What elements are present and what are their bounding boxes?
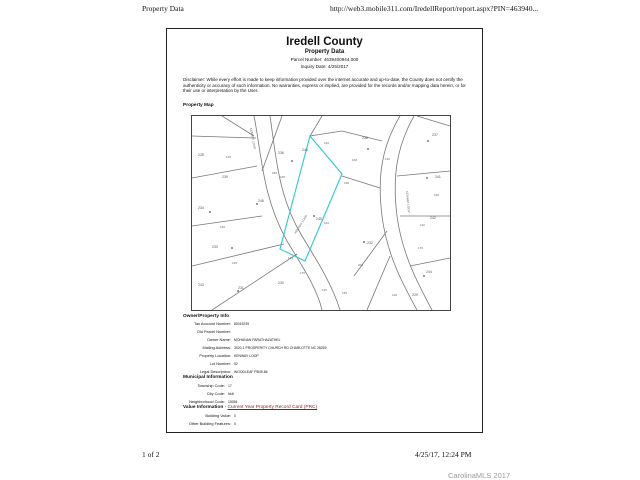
print-timestamp: 4/25/17, 12:24 PM	[415, 450, 472, 459]
road-edge	[254, 116, 322, 310]
value-link-separator: -	[223, 405, 228, 410]
dimension-label: 155	[342, 291, 348, 295]
property-map-heading: Property Map	[183, 103, 214, 108]
value-info-row	[183, 405, 317, 410]
lot-number: 229	[412, 293, 418, 297]
dimension-label: 190	[344, 181, 350, 185]
property-report	[166, 28, 483, 433]
value-info-heading: Value Information	[183, 405, 224, 410]
lot-number: 237	[432, 133, 438, 137]
field-building-value: Building Value: 0	[205, 413, 236, 418]
report-subtitle: Property Data	[304, 49, 345, 55]
mls-watermark: CarolinaMLS 2017	[448, 471, 511, 480]
road-label: KENWAY LOOP	[405, 190, 411, 213]
lot-number: 242	[430, 216, 436, 220]
municipal-info-heading: Municipal Information	[183, 375, 233, 380]
lot-number: 244	[426, 270, 432, 274]
lot-number: 245	[316, 217, 322, 221]
browser-page-title: Property Data	[142, 4, 184, 13]
dimension-label: 110	[420, 223, 425, 227]
lot-number: 234	[198, 206, 204, 210]
field-city-code: City Code: Null	[206, 391, 234, 396]
field-legal-description: Legal Description: WOODLEAF PB49-86	[199, 369, 268, 374]
owner-info-heading: Owner/Property Info	[183, 314, 230, 319]
dimension-label: 125	[288, 256, 294, 260]
lot-number: 230	[278, 281, 284, 285]
road-label: KENWAY LOOP	[293, 213, 309, 235]
field-property-location: Property Location: KENWAY LOOP	[199, 353, 259, 358]
dimension-label: 162	[324, 221, 330, 225]
lot-number: 228	[198, 153, 204, 157]
dimension-label: 120	[220, 225, 226, 229]
dimension-label: 140	[324, 141, 330, 145]
lot-number: 231	[238, 286, 244, 290]
dimension-label: 160	[434, 193, 440, 197]
dimension-label: 180	[272, 171, 278, 175]
lot-number: 238	[362, 136, 368, 140]
road-edge	[395, 116, 432, 310]
lot-number: 232	[367, 241, 373, 245]
field-township-code: Township Code: 17	[197, 383, 232, 388]
dimension-label: 160	[352, 158, 358, 162]
prc-link[interactable]: Current Year Property Record Card (PRC)	[227, 405, 318, 410]
dimension-label: 165	[280, 175, 286, 179]
dimension-label: 200	[358, 263, 364, 267]
lot-number: 243	[198, 283, 204, 287]
dimension-label: 135	[232, 261, 238, 265]
road-edge	[380, 116, 417, 310]
page-count: 1 of 2	[142, 450, 160, 459]
lot-number: 240	[302, 148, 308, 152]
field-old-parcel: Old Parcel Number:	[196, 329, 231, 334]
field-lot-number: Lot Number: 52	[209, 361, 238, 366]
dimension-label: 170	[418, 246, 424, 250]
parcel-number: Parcel Number: 4639400944.000	[290, 57, 359, 62]
property-map	[191, 115, 451, 311]
lot-number: 236	[278, 151, 284, 155]
lot-number: 233	[212, 245, 218, 249]
dimension-label: 125	[226, 155, 232, 159]
inquiry-date: Inquiry Date: 4/25/2017	[300, 64, 349, 69]
dimension-label: 175	[300, 271, 306, 275]
field-other-building-features: Other Building Features: 0	[188, 421, 236, 426]
field-mailing-address: Mailing Address: 3020-1 PROSPERITY CHURCH RD CHARLOTTE NC 28269	[202, 345, 327, 350]
lot-number: 239	[222, 175, 228, 179]
road-label: KENWAY LOOP	[249, 127, 257, 150]
dimension-label: 115	[322, 288, 327, 292]
field-tax-account: Tax Account Number: 80019239	[194, 321, 250, 326]
field-neighborhood-code: Neighborhood Code: 15054	[189, 399, 238, 404]
dimension-label: 110	[385, 157, 390, 161]
subject-parcel	[280, 136, 342, 261]
field-owner-name: Owner Name: MOHANAN PARATHAZATHEL	[207, 337, 281, 342]
dimension-label: 140	[392, 293, 398, 297]
disclaimer-text: Disclaimer: While every effort is made to keep information provided over the internet accurate and up-to-date, the County does not certify the authenticity or accuracy of such information. No warranties, express or implied, are provided for the records and/or mapping data herein, or for their use or interpretation by the User.	[183, 77, 466, 94]
lot-number: 241	[435, 175, 441, 179]
county-title: Iredell County	[286, 36, 363, 48]
browser-page-url: http://web3.mobile311.com/IredellReport/report.aspx?PIN=463940...	[330, 4, 539, 13]
lot-number: 246	[258, 199, 264, 203]
